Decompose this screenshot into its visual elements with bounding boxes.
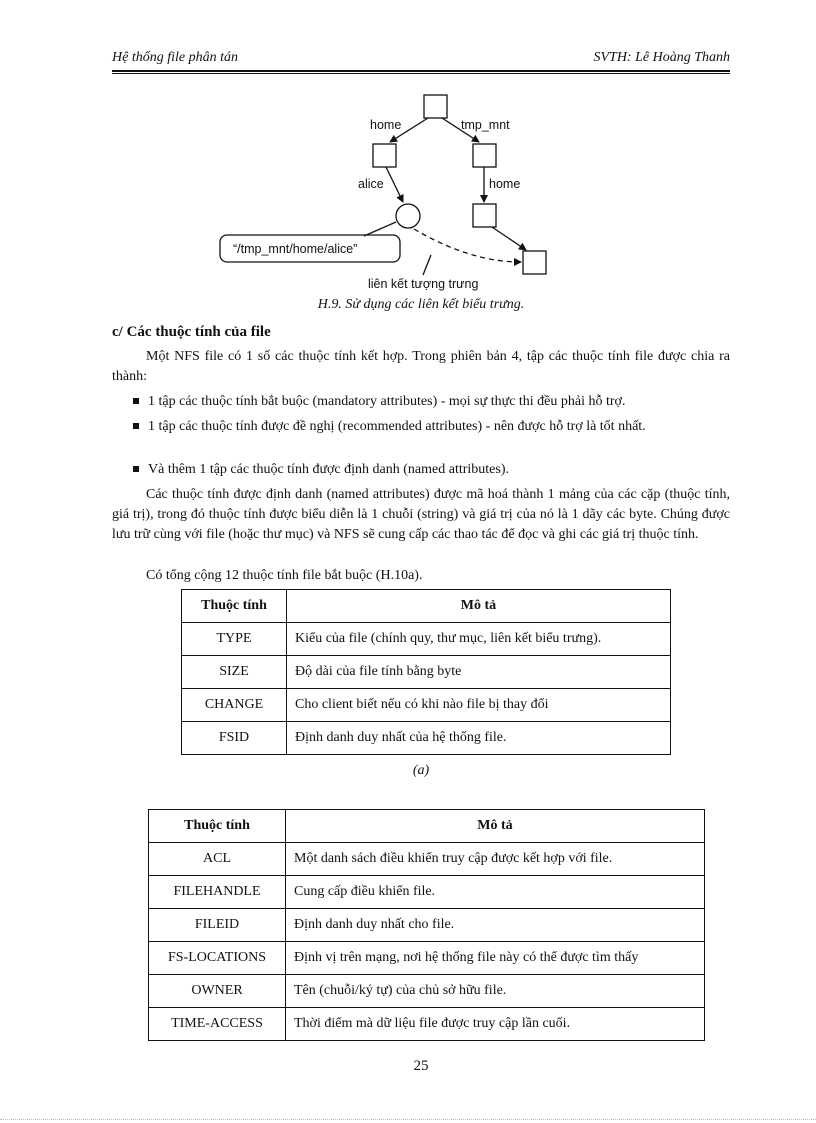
- attribute-description: Một danh sách điều khiển truy cập được kết hợp với file.: [286, 843, 705, 876]
- attribute-name: ACL: [149, 843, 286, 876]
- attribute-name: FILEID: [149, 909, 286, 942]
- table-row: [149, 843, 705, 876]
- table-row: [149, 1008, 705, 1041]
- figure-caption: H.9. Sử dụng các liên kết biểu trưng.: [317, 297, 525, 312]
- column-header-attribute: Thuộc tính: [182, 590, 287, 623]
- bullet-square-icon: [133, 466, 139, 472]
- symlink-box-connector: [364, 222, 396, 236]
- label-home-right: home: [489, 177, 521, 191]
- header-document-title: Hệ thống file phân tán: [112, 50, 238, 65]
- tmp-mnt-directory-node: [473, 144, 496, 167]
- attribute-description: Độ dài của file tính bằng byte: [287, 656, 671, 689]
- symlink-target-node: [523, 251, 546, 274]
- table-row: [182, 689, 671, 722]
- bullet-square-icon: [133, 423, 139, 429]
- label-tmp-mnt: tmp_mnt: [461, 118, 510, 132]
- named-attributes-paragraph: Các thuộc tính được định danh (named attributes) được mã hoá thành 1 mảng của các cặp (thuộc tính, giá trị), trong đó thuộc tính được biểu diễn là 1 chuỗi (string) và giá trị của nó là 1 dãy các byte. Chúng được lưu trữ cùng với file (hoặc thư mục) và NFS sẽ cung cấp các thao tác để đọc và ghi các giá trị thuộc tính.: [112, 487, 730, 542]
- attribute-description: Tên (chuỗi/ký tự) của chủ sở hữu file.: [286, 975, 705, 1008]
- attribute-name: FSID: [182, 722, 287, 755]
- table-row: [149, 942, 705, 975]
- attribute-description: Định danh duy nhất cho file.: [286, 909, 705, 942]
- attribute-description: Cung cấp điều khiển file.: [286, 876, 705, 909]
- bullet-named: [133, 460, 730, 480]
- symlink-label-pointer: [423, 255, 431, 275]
- bullet-recommended: [133, 417, 730, 437]
- attribute-description: Kiểu của file (chính quy, thư mục, liên kết biểu trưng).: [287, 623, 671, 656]
- table-row: [182, 623, 671, 656]
- attribute-name: SIZE: [182, 656, 287, 689]
- header-author: SVTH: Lê Hoàng Thanh: [593, 50, 730, 65]
- label-home-top: home: [370, 118, 402, 132]
- bullet-text: Và thêm 1 tập các thuộc tính được định danh (named attributes).: [148, 462, 509, 477]
- total-attributes-paragraph: Có tổng cộng 12 thuộc tính file bắt buộc (H.10a).: [146, 568, 423, 583]
- attribute-name: OWNER: [149, 975, 286, 1008]
- column-header-description: Mô tả: [287, 590, 671, 623]
- alice-symlink-node: [396, 204, 420, 228]
- symbolic-link-diagram: [0, 0, 816, 300]
- mounted-home-directory-node: [473, 204, 496, 227]
- label-symbolic-link: liên kết tượng trưng: [368, 277, 479, 291]
- intro-paragraph: Một NFS file có 1 số các thuộc tính kết hợp. Trong phiên bản 4, tập các thuộc tính file được chia ra thành:: [112, 349, 730, 384]
- column-header-attribute: Thuộc tính: [149, 810, 286, 843]
- label-symlink-path: “/tmp_mnt/home/alice”: [233, 242, 358, 256]
- page-bottom-divider: [0, 1119, 816, 1120]
- attribute-name: TIME-ACCESS: [149, 1008, 286, 1041]
- attribute-name: CHANGE: [182, 689, 287, 722]
- mandatory-attributes-table: [181, 589, 671, 755]
- table-header-row: [149, 810, 705, 843]
- table-row: [182, 656, 671, 689]
- table-row: [149, 975, 705, 1008]
- column-header-description: Mô tả: [286, 810, 705, 843]
- table-header-row: [182, 590, 671, 623]
- table-a-caption: (a): [412, 763, 430, 778]
- bullet-square-icon: [133, 398, 139, 404]
- edge-home-to-alice: [386, 167, 403, 202]
- table-row: [149, 876, 705, 909]
- root-directory-node: [424, 95, 447, 118]
- additional-attributes-table: [148, 809, 705, 1041]
- bullet-text: 1 tập các thuộc tính bắt buộc (mandatory attributes) - mọi sự thực thi đều phải hỗ trợ.: [148, 394, 626, 409]
- table-row: [149, 909, 705, 942]
- attribute-description: Định danh duy nhất của hệ thống file.: [287, 722, 671, 755]
- table-row: [182, 722, 671, 755]
- attribute-name: FS-LOCATIONS: [149, 942, 286, 975]
- attribute-description: Định vị trên mạng, nơi hệ thống file này có thể được tìm thấy: [286, 942, 705, 975]
- attribute-name: TYPE: [182, 623, 287, 656]
- page-number: 25: [413, 1058, 429, 1074]
- edge-home-to-target: [492, 227, 526, 250]
- label-alice: alice: [358, 177, 384, 191]
- home-directory-node: [373, 144, 396, 167]
- bullet-text: 1 tập các thuộc tính được đề nghị (recommended attributes) - nên được hỗ trợ là tốt nhất.: [148, 419, 646, 434]
- section-heading: c/ Các thuộc tính của file: [112, 324, 271, 340]
- attribute-name: FILEHANDLE: [149, 876, 286, 909]
- bullet-mandatory: [133, 392, 730, 412]
- attribute-description: Thời điểm mà dữ liệu file được truy cập lần cuối.: [286, 1008, 705, 1041]
- attribute-description: Cho client biết nếu có khi nào file bị thay đổi: [287, 689, 671, 722]
